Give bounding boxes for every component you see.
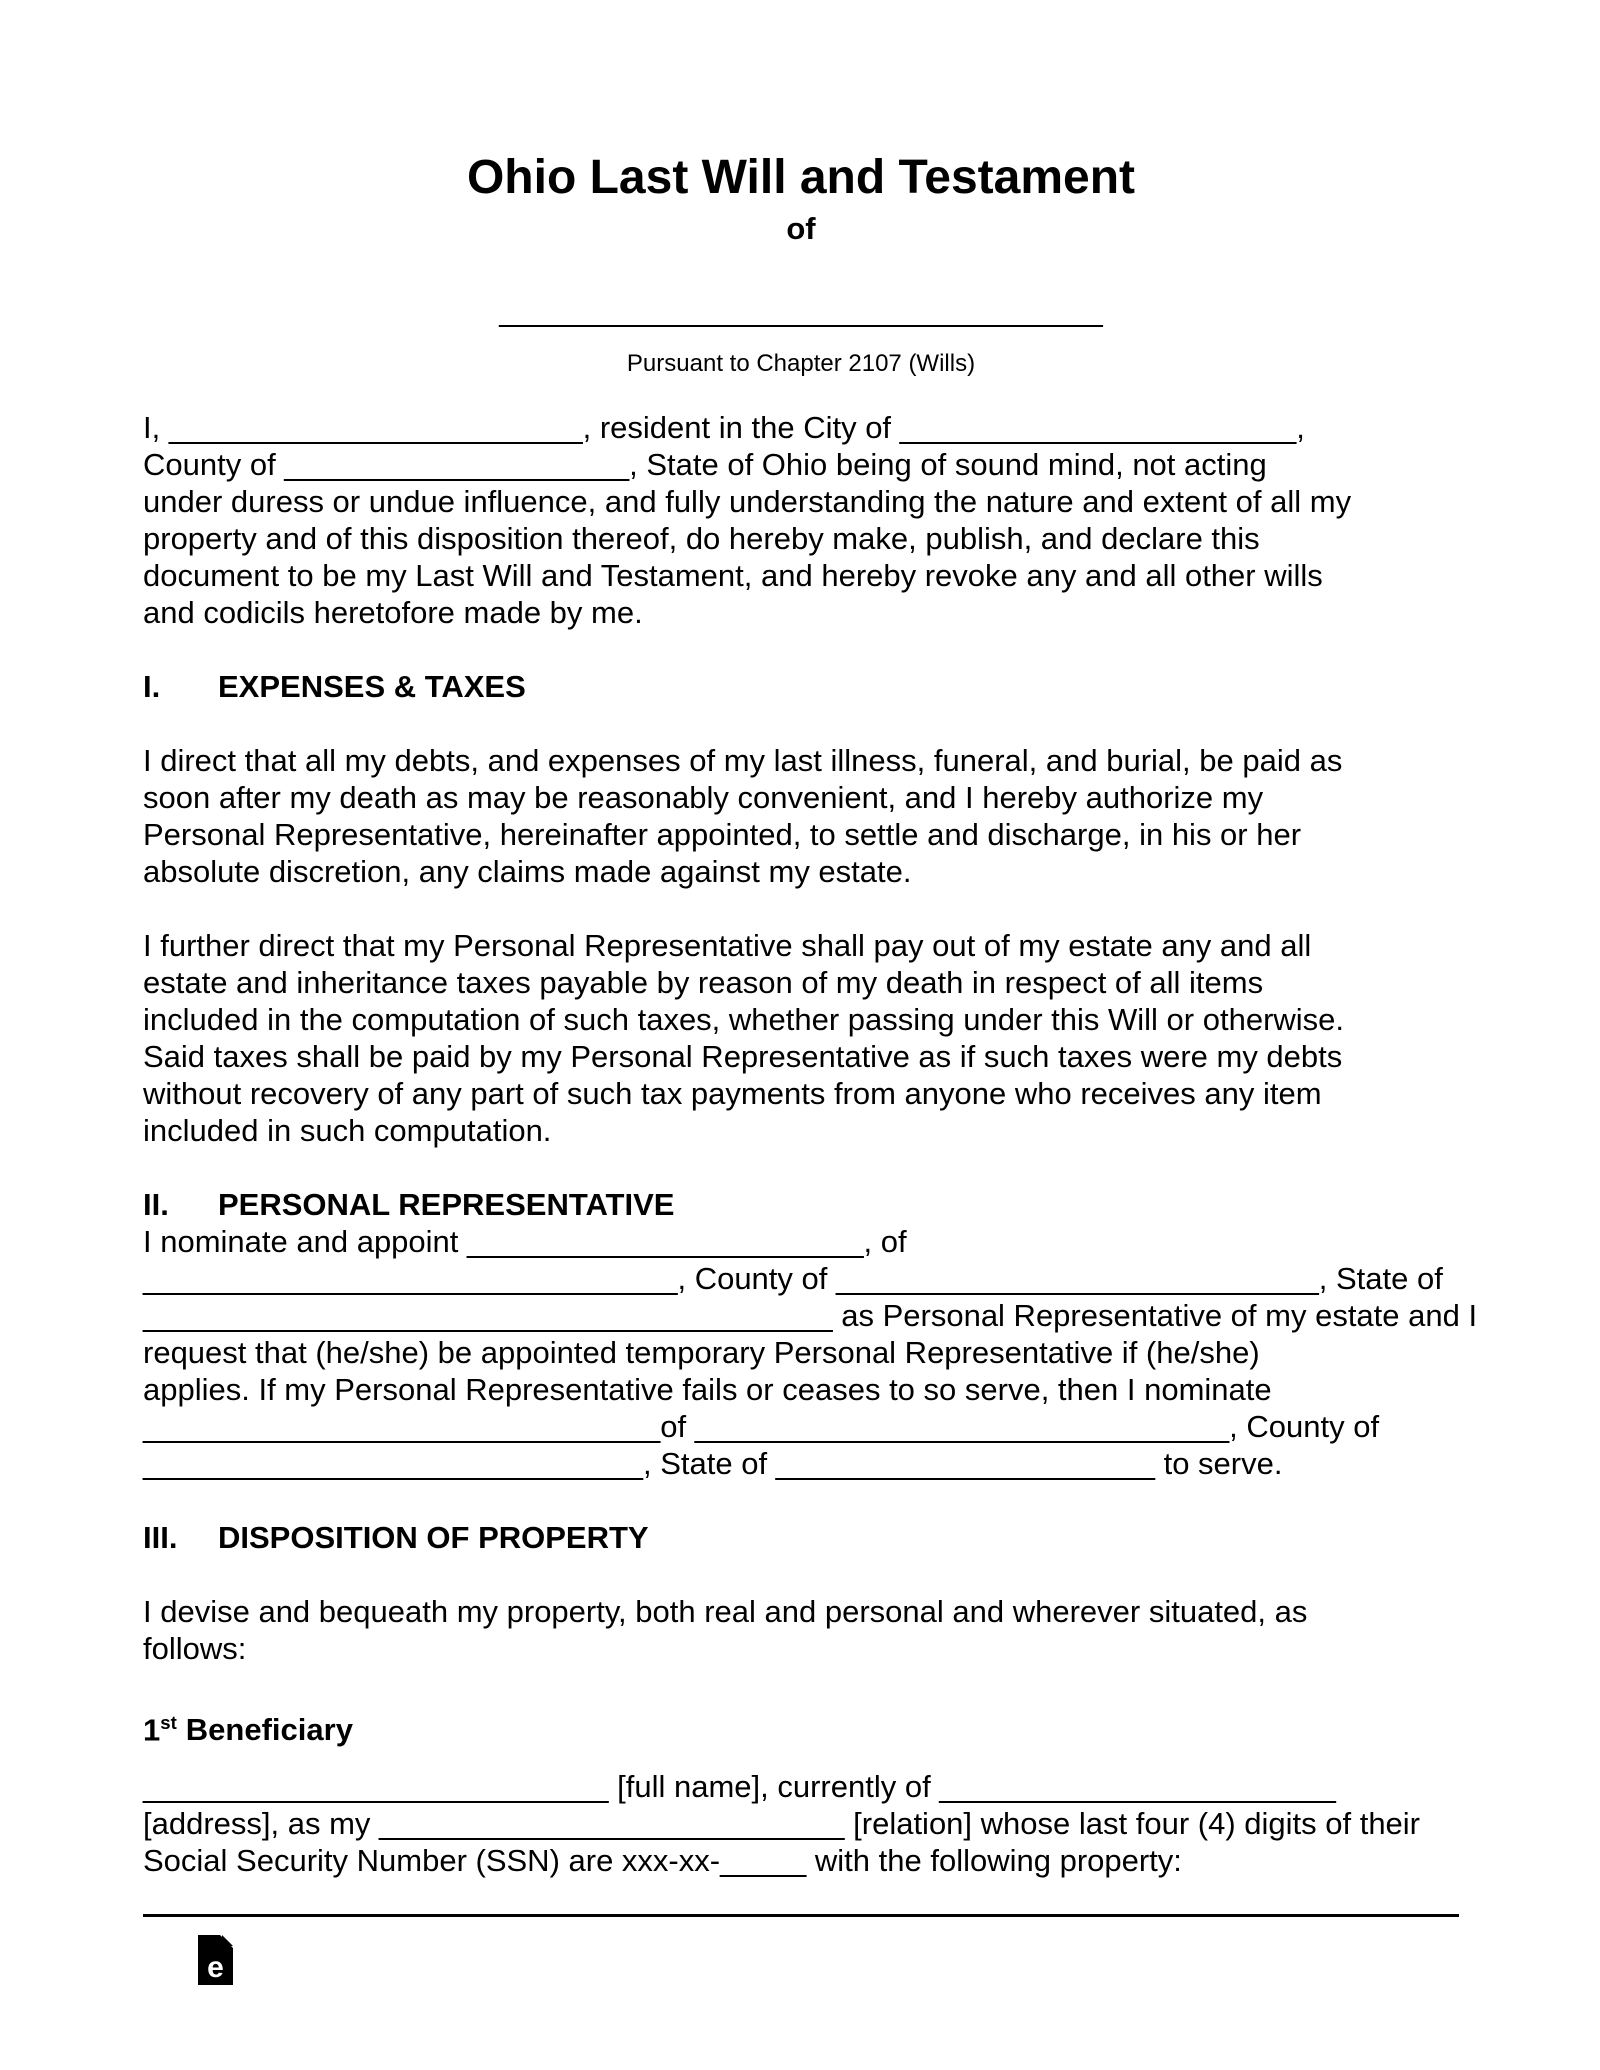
expenses-paragraph-1 <box>143 742 1459 890</box>
text-line: I, ________________________, resident in the City of _______________________, <box>143 410 1305 445</box>
text-line: and codicils heretofore made by me. <box>143 595 643 630</box>
text-line: estate and inheritance taxes payable by reason of my death in respect of all items <box>143 965 1264 1000</box>
text-line: included in the computation of such taxes, whether passing under this Will or otherwise. <box>143 1002 1345 1037</box>
beneficiary-ordinal: st <box>160 1712 177 1733</box>
text-line: without recovery of any part of such tax payments from anyone who receives any item <box>143 1076 1322 1111</box>
text-line: I devise and bequeath my property, both real and personal and wherever situated, as <box>143 1594 1308 1629</box>
text-line: request that (he/she) be appointed temporary Personal Representative if (he/she) <box>143 1335 1260 1370</box>
text-line: Said taxes shall be paid by my Personal Representative as if such taxes were my debts <box>143 1039 1343 1074</box>
text-line: _____________________________, State of ______________________ to serve. <box>143 1446 1283 1481</box>
opening-paragraph <box>143 409 1459 631</box>
pursuant-statute-line: Pursuant to Chapter 2107 (Wills) <box>626 350 976 377</box>
title-of-label: of <box>786 211 816 246</box>
text-line: Social Security Number (SSN) are xxx-xx-_____ with the following property: <box>143 1843 1182 1879</box>
eforms-logo-letter: e <box>207 1951 224 1985</box>
section-heading-personal-representative <box>143 1186 1459 1223</box>
disposition-paragraph <box>143 1593 1459 1667</box>
text-line: [address], as my ___________________________ [relation] whose last four (4) digits of their <box>143 1806 1421 1842</box>
section-number: II. <box>143 1187 169 1222</box>
beneficiary-label: Beneficiary <box>185 1712 353 1748</box>
testator-name-blank: ___________________________________ <box>499 293 1103 328</box>
section-heading-text: EXPENSES & TAXES <box>218 669 526 704</box>
text-line: I further direct that my Personal Representative shall pay out of my estate any and all <box>143 928 1312 963</box>
property-blank-line <box>143 1914 1459 1917</box>
text-line: _______________________________, County of ____________________________, State of <box>143 1261 1443 1296</box>
beneficiary-number: 1 <box>143 1712 161 1748</box>
text-line: follows: <box>143 1631 247 1666</box>
section-heading-text: DISPOSITION OF PROPERTY <box>218 1520 649 1555</box>
text-line: document to be my Last Will and Testament, and hereby revoke any and all other wills <box>143 558 1323 593</box>
personal-representative-paragraph <box>143 1223 1478 1482</box>
document-title: Ohio Last Will and Testament <box>466 151 1136 204</box>
section-heading-text: PERSONAL REPRESENTATIVE <box>218 1187 675 1222</box>
section-heading-expenses-taxes <box>143 668 1459 705</box>
first-beneficiary-heading <box>143 1704 1459 1748</box>
text-line: under duress or undue influence, and fully understanding the nature and extent of all my <box>143 484 1352 519</box>
text-line: County of ____________________, State of Ohio being of sound mind, not acting <box>143 447 1267 482</box>
text-line: ___________________________ [full name], currently of _______________________ <box>143 1769 1336 1805</box>
section-number: I. <box>143 669 161 704</box>
text-line: property and of this disposition thereof, do hereby make, publish, and declare this <box>143 521 1260 556</box>
text-line: ______________________________of _______________________________, County of <box>143 1409 1380 1444</box>
text-line: applies. If my Personal Representative fails or ceases to so serve, then I nominate <box>143 1372 1272 1407</box>
section-heading-disposition-of-property <box>143 1519 1459 1556</box>
text-line: I nominate and appoint _______________________, of <box>143 1224 907 1259</box>
section-number: III. <box>143 1520 178 1555</box>
eforms-logo <box>198 1935 233 1985</box>
expenses-paragraph-2 <box>143 927 1459 1149</box>
text-line: absolute discretion, any claims made against my estate. <box>143 854 912 889</box>
text-line: I direct that all my debts, and expenses of my last illness, funeral, and burial, be paid as <box>143 743 1343 778</box>
beneficiary-paragraph <box>143 1768 1459 1879</box>
text-line: ________________________________________ as Personal Representative of my estate and I <box>143 1298 1478 1333</box>
text-line: soon after my death as may be reasonably convenient, and I hereby authorize my <box>143 780 1264 815</box>
text-line: Personal Representative, hereinafter appointed, to settle and discharge, in his or her <box>143 817 1302 852</box>
text-line: included in such computation. <box>143 1113 552 1148</box>
